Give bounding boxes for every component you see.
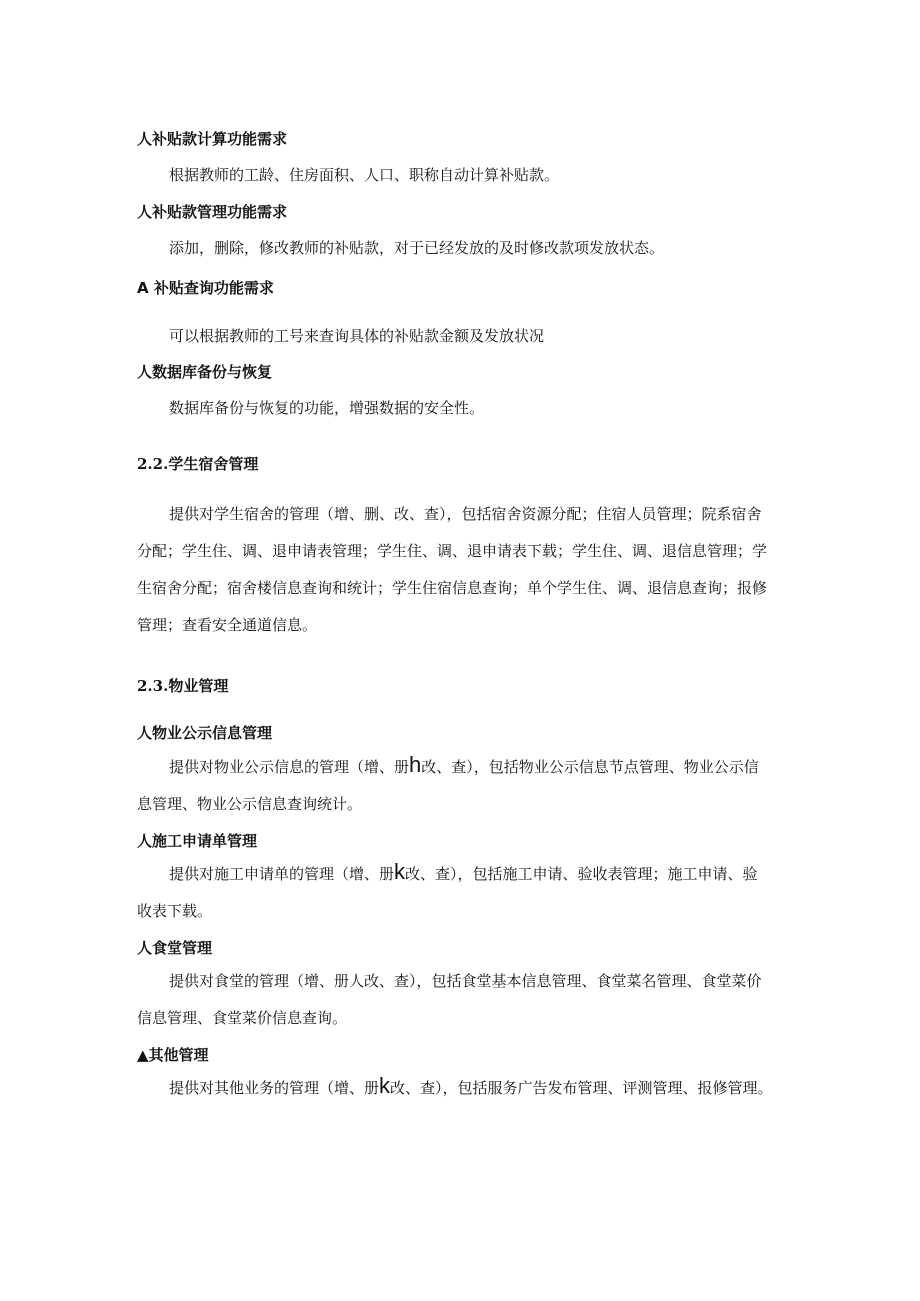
section-title-property: 2.3.物业管理 (137, 677, 229, 695)
stray-glyph: k (379, 1073, 391, 1098)
paragraph-text: 可以根据教师的工号来查询具体的补贴款金额及发放状况 (169, 327, 545, 345)
text-part: 提供对其他业务的管理（增、册 (169, 1079, 380, 1097)
paragraph-line: 提供对食堂的管理（增、册人改、查），包括食堂基本信息管理、食堂菜名管理、食堂菜价 (169, 972, 762, 990)
paragraph-text: 根据教师的工龄、住房面积、人口、职称自动计算补贴款。 (169, 166, 560, 184)
paragraph-line: 息管理、物业公示信息查询统计。 (137, 795, 363, 813)
paragraph-subsidy-calc (137, 164, 559, 185)
paragraph-text: 添加，删除，修改教师的补贴款，对于已经发放的及时修改款项发放状态。 (169, 239, 665, 257)
heading-subsidy-calc: 人补贴款计算功能需求 (137, 130, 288, 148)
paragraph-line: 收表下载。 (137, 902, 213, 920)
text-part: 提供对物业公示信息的管理（增、册 (169, 758, 410, 776)
paragraph-line (137, 749, 789, 786)
heading-db-backup: 人数据库备份与恢复 (137, 363, 273, 381)
paragraph-construction (137, 856, 789, 930)
text-part: 提供对施工申请单的管理（增、册 (169, 865, 395, 883)
paragraph-subsidy-manage (137, 237, 664, 258)
paragraph-line: 提供对学生宿舍的管理（增、删、改、查），包括宿舍资源分配；住宿人员管理；院系宿舍 (169, 505, 762, 523)
paragraph-line: 分配；学生住、调、退申请表管理；学生住、调、退申请表下载；学生住、调、退信息管理；学 (137, 542, 768, 560)
text-part: 改、查），包括施工申请、验收表管理；施工申请、验 (405, 865, 758, 883)
stray-glyph: h (409, 752, 422, 777)
paragraph-line: 管理；查看安全通道信息。 (137, 616, 318, 634)
heading-subsidy-query: A 补贴查询功能需求 (137, 279, 274, 297)
heading-other: ▲其他管理 (137, 1046, 209, 1064)
paragraph-line (137, 1070, 789, 1107)
text-part: 改、查），包括物业公示信息节点管理、物业公示信 (421, 758, 759, 776)
paragraph-db-backup (137, 397, 484, 418)
paragraph-line (137, 856, 789, 893)
paragraph-canteen (137, 963, 789, 1037)
stray-glyph: k (394, 859, 406, 884)
paragraph-other (137, 1070, 789, 1107)
paragraph-line: 信息管理、食堂菜价信息查询。 (137, 1009, 348, 1027)
heading-property-notice: 人物业公示信息管理 (137, 724, 273, 742)
paragraph-dormitory (137, 496, 789, 644)
section-title-dormitory: 2.2.学生宿舍管理 (137, 455, 259, 473)
paragraph-property-notice (137, 749, 789, 823)
paragraph-text: 数据库备份与恢复的功能，增强数据的安全性。 (169, 399, 485, 417)
heading-subsidy-manage: 人补贴款管理功能需求 (137, 203, 288, 221)
paragraph-subsidy-query (137, 325, 544, 346)
heading-canteen: 人食堂管理 (137, 939, 213, 957)
text-part: 改、查），包括服务广告发布管理、评测管理、报修管理。 (390, 1079, 773, 1097)
paragraph-line: 生宿舍分配；宿舍楼信息查询和统计；学生住宿信息查询；单个学生住、调、退信息查询；报修 (137, 579, 768, 597)
heading-construction: 人施工申请单管理 (137, 832, 258, 850)
